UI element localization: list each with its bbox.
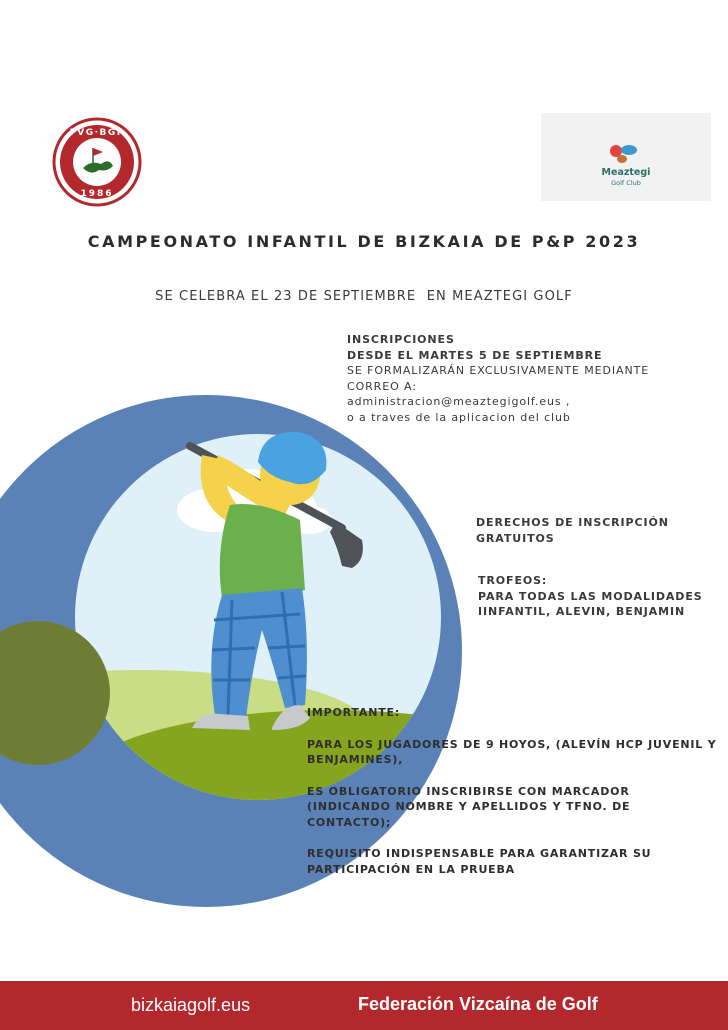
importante-heading: IMPORTANTE: [307,706,401,719]
trofeos-line1: PARA TODAS LAS MODALIDADES [478,589,703,603]
fvg-logo-top: FVG·BGF [69,128,125,138]
derechos-block [476,515,669,546]
fvg-logo-year: 1986 [80,189,114,199]
inscripciones-line3: o a traves de la aplicacion del club [347,410,571,424]
footer-bar [0,981,728,1030]
meaztegi-mark-icon [609,143,645,165]
meaztegi-logo [541,113,711,201]
event-date-venue: SE CELEBRA EL 23 DE SEPTIEMBRE EN MEAZTEGI GOLF [155,289,573,304]
trofeos-line2: IINFANTIL, ALEVIN, BENJAMIN [478,605,686,618]
meaztegi-name: Meaztegi [601,167,651,178]
inscripciones-block [347,332,649,425]
importante-p2: ES OBLIGATORIO INSCRIBIRSE CON MARCADOR (INDICANDO NOMBRE Y APELLIDOS Y TFNO. DE CONTACTO); [307,784,631,829]
inscripciones-date: DESDE EL MARTES 5 DE SEPTIEMBRE [347,348,603,362]
footer-federation-name: Federación Vizcaína de Golf [358,994,598,1014]
trofeos-block [478,573,703,620]
importante-p3: REQUISITO INDISPENSABLE PARA GARANTIZAR SU PARTICIPACIÓN EN LA PRUEBA [307,847,652,876]
importante-p1: PARA LOS JUGADORES DE 9 HOYOS, (ALEVÍN HCP JUVENIL Y BENJAMINES), [307,737,717,766]
derechos-line1: DERECHOS DE INSCRIPCIÓN [476,516,669,529]
inscripciones-heading: INSCRIPCIONES [347,333,455,346]
importante-block [307,705,717,893]
footer-website-link[interactable]: bizkaiagolf.eus [131,995,251,1015]
trofeos-heading: TROFEOS: [478,574,548,587]
derechos-line2: GRATUITOS [476,531,555,545]
page-title: CAMPEONATO INFANTIL DE BIZKAIA DE P&P 2023 [87,232,641,251]
inscripciones-line2: CORREO A: [347,379,417,393]
meaztegi-subtitle: Golf Club [611,179,641,187]
inscripciones-email[interactable]: administracion@meaztegigolf.eus , [347,395,571,408]
fvg-logo [52,117,142,207]
inscripciones-line1: SE FORMALIZARÁN EXCLUSIVAMENTE MEDIANTE [347,364,650,377]
